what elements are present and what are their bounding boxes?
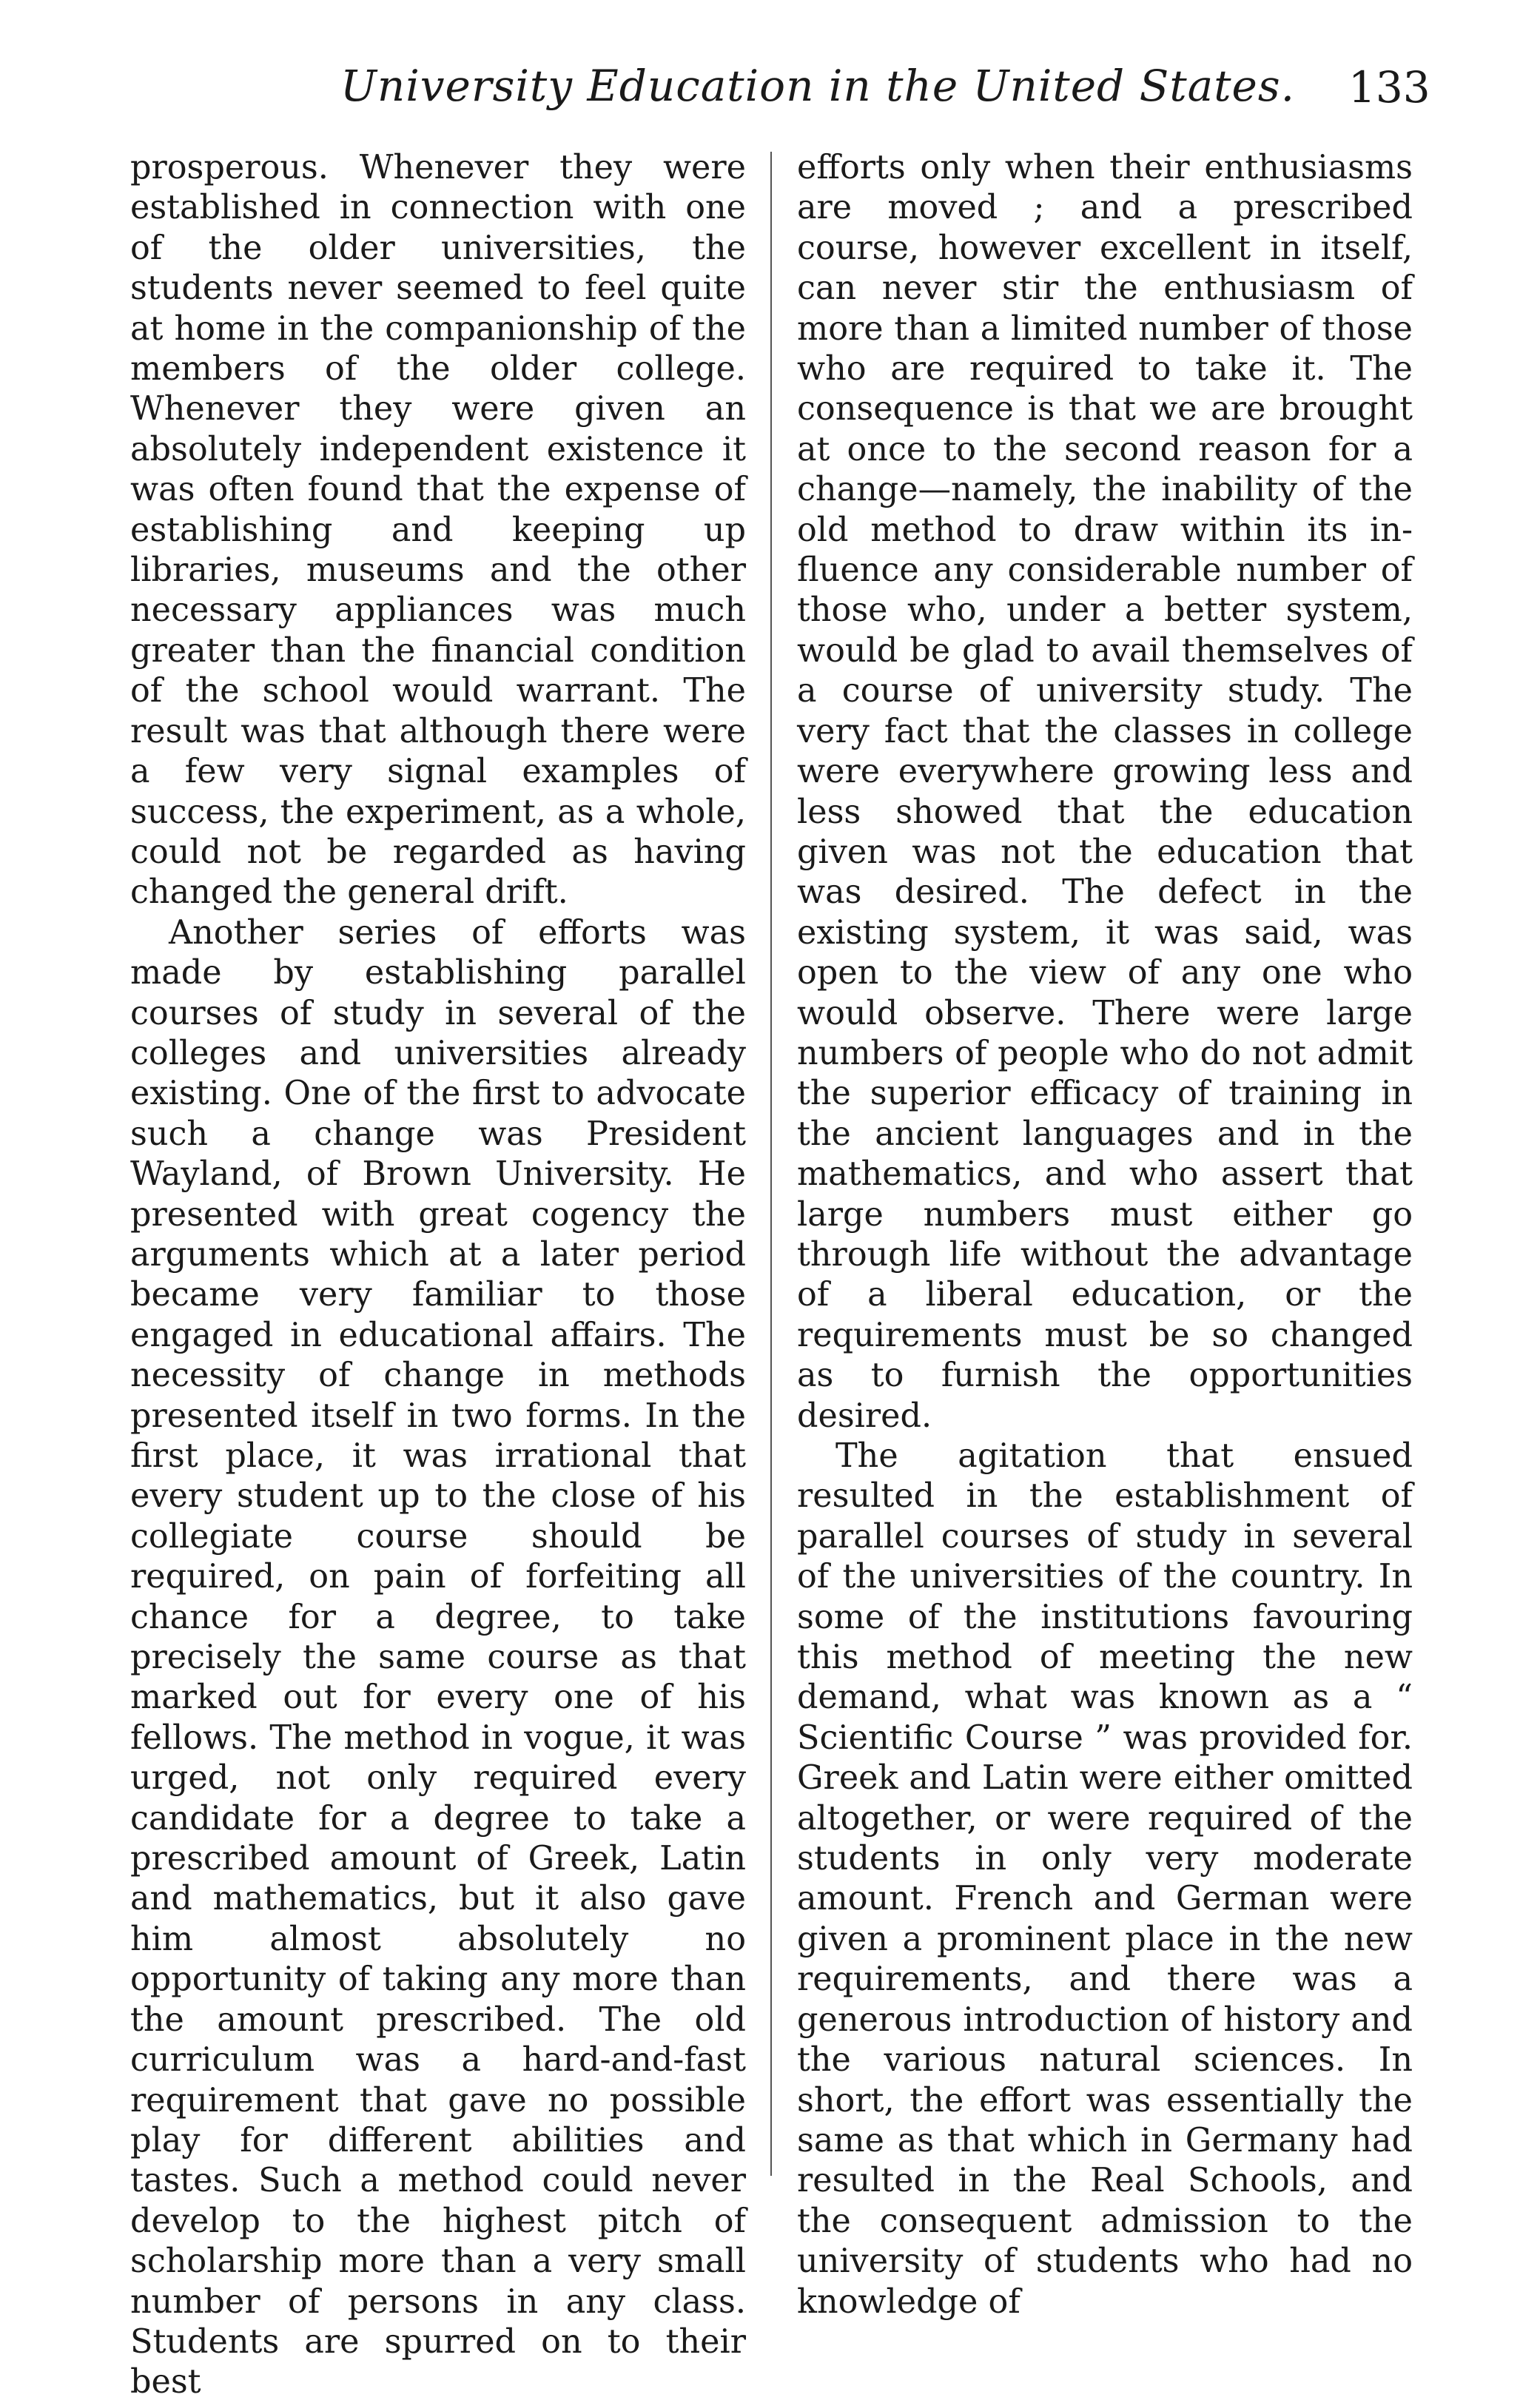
left-paragraph-1: prosperous. Whenever they were established in connection with one of the older universities, the students never seemed to feel quite at home in the companionship of the members of the older college. Whenever they were given an absolutely independent existence it was often found that the expense of establishing and keeping up libraries, museums and the other necessary appliances was much greater than the financial condition of the school would warrant. The result was that although there were a few very signal examples of success, the experiment, as a whole, could not be regarded as having changed the general drift. (130, 149, 746, 912)
left-column (130, 148, 746, 2403)
running-head (0, 0, 1540, 148)
running-head-title: University Education in the United States. (340, 61, 1296, 111)
column-divider (770, 152, 772, 2176)
right-column (797, 148, 1413, 2322)
right-paragraph-2: The agitation that ensued resulted in the establishment of parallel courses of study in several of the universities of the country. In some of the institutions favouring this method of meeting the new demand, what was known as a “ Scientific Course ” was provided for. Greek and Latin were either omitted altogether, or were required of the students in only very moderate amount. French and German were given a prominent place in the new requirements, and there was a generous introduction of history and the various natural sciences. In short, the effort was essentially the same as that which in Germany had resulted in the Real Schools, and the consequent admission to the university of students who had no knowledge of (797, 1437, 1413, 2321)
right-paragraph-1: efforts only when their enthusiasms are moved ; and a prescribed course, however excellent in itself, can never stir the enthusiasm of more than a limited number of those who are required to take it. The consequence is that we are brought at once to the second reason for a change—namely, the inability of the old method to draw within its influence any considerable number of those who, under a better system, would be glad to avail themselves of a course of university study. The very fact that the classes in college were everywhere growing less and less showed that the education given was not the education that was desired. The defect in the existing system, it was said, was open to the view of any one who would observe. There were large numbers of people who do not admit the superior efficacy of training in the ancient languages and in the mathematics, and who assert that large numbers must either go through life without the advantage of a liberal education, or the requirements must be so changed as to furnish the opportunities desired. (797, 149, 1413, 1435)
left-paragraph-2: Another series of efforts was made by establishing parallel courses of study in several of the colleges and universities already existing. One of the first to advocate such a change was President Wayland, of Brown University. He presented with great cogency the arguments which at a later period became very familiar to those engaged in educational affairs. The necessity of change in methods presented itself in two forms. In the first place, it was irrational that every student up to the close of his collegiate course should be required, on pain of forfeiting all chance for a degree, to take precisely the same course as that marked out for every one of his fellows. The method in vogue, it was urged, not only required every candidate for a degree to take a prescribed amount of Greek, Latin and mathematics, but it also gave him almost absolutely no opportunity of taking any more than the amount prescribed. The old curriculum was a hard-and-fast requirement that gave no possible play for different abilities and tastes. Such a method could never develop to the highest pitch of scholarship more than a very small number of persons in any class. Students are spurred on to their best (130, 913, 746, 2402)
page-number: 133 (1348, 62, 1430, 112)
